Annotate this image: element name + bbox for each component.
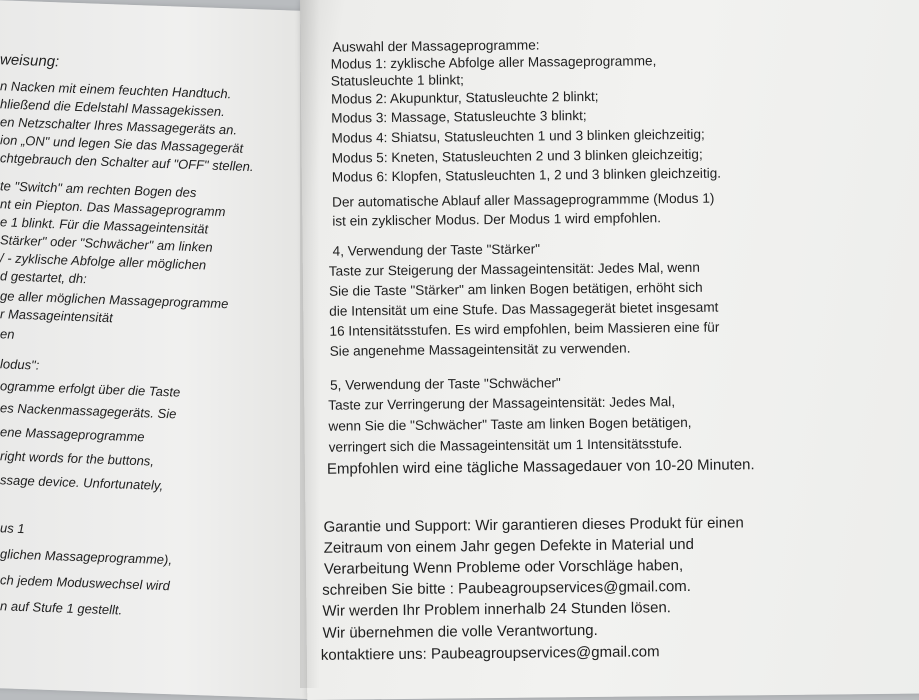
- guarantee-line: Zeitraum von einem Jahr gegen Defekte in Material und: [323, 535, 695, 557]
- section4-line: Sie angenehme Massageintensität zu verwenden.: [329, 340, 631, 359]
- left-line: r Massageintensität: [0, 306, 113, 326]
- section4-line: 16 Intensitätsstufen. Es wird empfohlen, beim Massieren eine für: [329, 319, 720, 339]
- mode-line: Modus 3: Massage, Statusleuchte 3 blinkt;: [331, 108, 587, 126]
- section5-line: Taste zur Verringerung der Massageintensität: Jedes Mal,: [328, 394, 676, 413]
- section5-title: 5, Verwendung der Taste "Schwächer": [329, 375, 561, 393]
- left-page: [0, 0, 310, 699]
- right-page: [300, 0, 919, 700]
- section5-line: Empfohlen wird eine tägliche Massagedauer von 10-20 Minuten.: [326, 456, 755, 478]
- left-line: te "Switch" am rechten Bogen des: [0, 178, 197, 201]
- left-line: Stärker" oder "Schwächer" am linken: [0, 232, 213, 255]
- page-fold-shadow: [300, 0, 320, 688]
- section5-line: verringert sich die Massageintensität um 1 Intensitätsstufe.: [328, 436, 683, 455]
- left-line: ene Massageprogramme: [0, 424, 145, 445]
- left-line: / - zyklische Abfolge aller möglichen: [0, 250, 207, 273]
- section4-line: Taste zur Steigerung der Massageintensität: Jedes Mal, wenn: [328, 259, 700, 279]
- guarantee-line: Garantie und Support: Wir garantieren dieses Produkt für einen: [323, 514, 744, 536]
- auto-note-line: Der automatische Ablauf aller Massageprogrammme (Modus 1): [332, 190, 715, 210]
- left-line: nt ein Piepton. Das Massageprogramm: [0, 196, 226, 220]
- left-line: ion „ON" und legen Sie das Massagegerät: [0, 132, 244, 156]
- left-line: ogramme erfolgt über die Taste: [0, 378, 181, 400]
- section4-line: Sie die Taste "Stärker" am linken Bogen betätigen, erhöht sich: [328, 279, 703, 299]
- left-line: d gestartet, dh:: [0, 268, 87, 287]
- mode-line: Modus 1: zyklische Abfolge aller Massageprogramme,: [330, 53, 657, 72]
- left-line: ssage device. Unfortunately,: [0, 472, 164, 493]
- guarantee-line: Wir übernehmen die volle Verantwortung.: [322, 621, 598, 642]
- left-line: ch jedem Moduswechsel wird: [0, 572, 170, 594]
- left-line: us 1: [0, 520, 25, 537]
- mode-line: Modus 6: Klopfen, Statusleuchten 1, 2 und 3 blinken gleichzeitig.: [331, 165, 722, 185]
- left-heading: weisung:: [0, 51, 60, 71]
- left-line: chtgebrauch den Schalter auf "OFF" stellen.: [0, 150, 254, 175]
- left-line: lodus":: [0, 356, 40, 373]
- left-line: glichen Massageprogramme),: [0, 546, 172, 568]
- left-line: es Nackenmassagegeräts. Sie: [0, 400, 177, 422]
- guarantee-line: Wir werden Ihr Problem innerhalb 24 Stunden lösen.: [322, 599, 672, 620]
- mode-line: Statusleuchte 1 blinkt;: [330, 72, 464, 89]
- left-line: ge aller möglichen Massageprogramme: [0, 288, 229, 312]
- guarantee-line: schreiben Sie bitte : Paubeagroupservices@gmail.com.: [322, 577, 692, 599]
- left-line: hließend die Edelstahl Massagekissen.: [0, 96, 225, 120]
- left-line: right words for the buttons,: [0, 448, 154, 469]
- left-line: n Nacken mit einem feuchten Handtuch.: [0, 78, 232, 102]
- auto-note-line: ist ein zyklischer Modus. Der Modus 1 wird empfohlen.: [332, 210, 662, 229]
- left-line: en Netzschalter Ihres Massagegeräts an.: [0, 114, 238, 138]
- left-line: n auf Stufe 1 gestellt.: [0, 598, 123, 618]
- left-line: e 1 blinkt. Für die Massageintensität: [0, 214, 209, 237]
- section4-line: die Intensität um eine Stufe. Das Massagegerät bietet insgesamt: [329, 299, 719, 319]
- section4-title: 4, Verwendung der Taste "Stärker": [332, 241, 541, 259]
- guarantee-line: kontaktiere uns: Paubeagroupservices@gmail.com: [320, 643, 660, 664]
- guarantee-line: Verarbeitung Wenn Probleme oder Vorschläge haben,: [323, 557, 684, 578]
- mode-line: Modus 5: Kneten, Statusleuchten 2 und 3 blinken gleichzeitig;: [331, 146, 703, 166]
- modes-intro: Auswahl der Massageprogramme:: [332, 37, 540, 55]
- section5-line: wenn Sie die "Schwächer" Taste am linken Bogen betätigen,: [328, 414, 692, 434]
- mode-line: Modus 4: Shiatsu, Statusleuchten 1 und 3 blinken gleichzeitig;: [331, 126, 705, 146]
- mode-line: Modus 2: Akupunktur, Statusleuchte 2 blinkt;: [330, 88, 599, 107]
- left-line: en: [0, 326, 15, 342]
